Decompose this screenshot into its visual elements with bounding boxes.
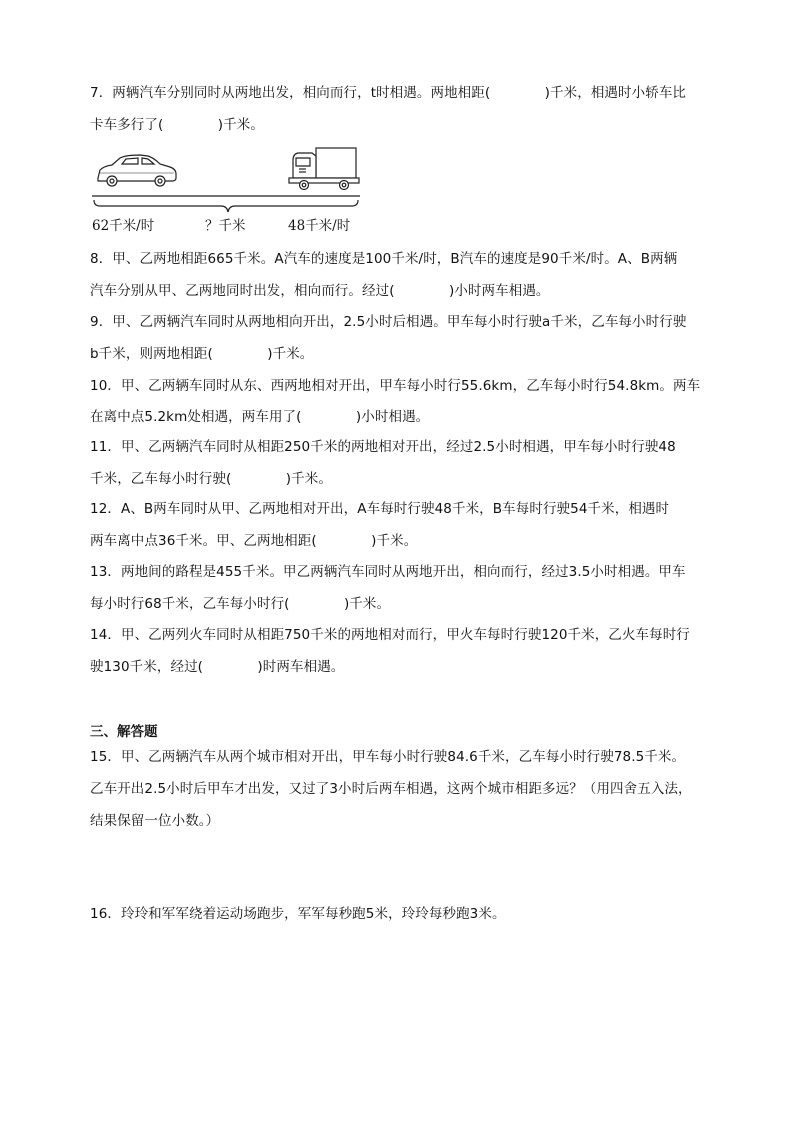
question-15-line-3: 结果保留一位小数。） [90,813,220,829]
question-13-line-1: 13．两地间的路程是455千米。甲乙两辆汽车同时从两地开出，相向而行，经过3.5小时相遇。甲车 [90,564,686,580]
question-13-line-2: 每小时行68千米，乙车每小时行( )千米。 [90,596,391,612]
distance-brace [94,200,358,212]
question-16-line-1: 16．玲玲和军军绕着运动场跑步，军军每秒跑5米，玲玲每秒跑3米。 [90,906,506,922]
question-9-line-2: b千米，则两地相距( )千米。 [90,346,314,362]
car-icon [98,155,176,186]
question-11-line-1: 11．甲、乙两辆汽车同时从相距250千米的两地相对开出，经过2.5小时相遇，甲车每小时行驶48 [90,439,676,455]
question-10-line-2: 在离中点5.2km处相遇，两车用了( )小时相遇。 [90,409,430,425]
question-15-line-2: 乙车开出2.5小时后甲车才出发，又过了3小时后两车相遇，这两个城市相距多远？（用四舍五入法， [90,781,692,797]
right-speed-label: 48千米/时 [288,218,351,234]
question-10-line-1: 10．甲、乙两辆车同时从东、西两地相对开出，甲车每小时行55.6km，乙车每小时行54.8km。两车 [90,378,701,394]
question-14-line-2: 驶130千米，经过( )时两车相遇。 [90,659,345,675]
question-7-line-1: 7．两辆汽车分别同时从两地出发，相向而行，t时相遇。两地相距( )千米，相遇时小轿车比 [90,85,687,101]
question-8-line-2: 汽车分别从甲、乙两地同时出发，相向而行。经过( )小时两车相遇。 [90,283,550,299]
left-speed-label: 62千米/时 [92,218,155,234]
question-9-line-1: 9．甲、乙两辆汽车同时从两地相向开出，2.5小时后相遇。甲车每小时行驶a千米，乙车每小时行驶 [90,314,687,330]
section-title: 三、解答题 [90,724,158,740]
question-8-line-1: 8．甲、乙两地相距665千米。A汽车的速度是100千米/时，B汽车的速度是90千米/时。A、B两辆 [90,251,678,267]
question-11-line-2: 千米，乙车每小时行驶( )千米。 [90,471,332,487]
question-12-line-2: 两车离中点36千米。甲、乙两地相距( )千米。 [90,533,418,549]
question-14-line-1: 14．甲、乙两列火车同时从相距750千米的两地相对而行，甲火车每时行驶120千米，乙火车每时行 [90,627,690,643]
question-15-line-1: 15．甲、乙两辆汽车从两个城市相对开出，甲车每小时行驶84.6千米，乙车每小时行驶78.5千米。 [90,749,686,765]
distance-label: ？千米 [205,218,246,234]
question-7-line-2: 卡车多行了( )千米。 [90,117,264,133]
question-12-line-1: 12．A、B两车同时从甲、乙两地相对开出，A车每时行驶48千米，B车每时行驶54千米，相遇时 [90,501,670,517]
truck-icon [289,148,359,190]
